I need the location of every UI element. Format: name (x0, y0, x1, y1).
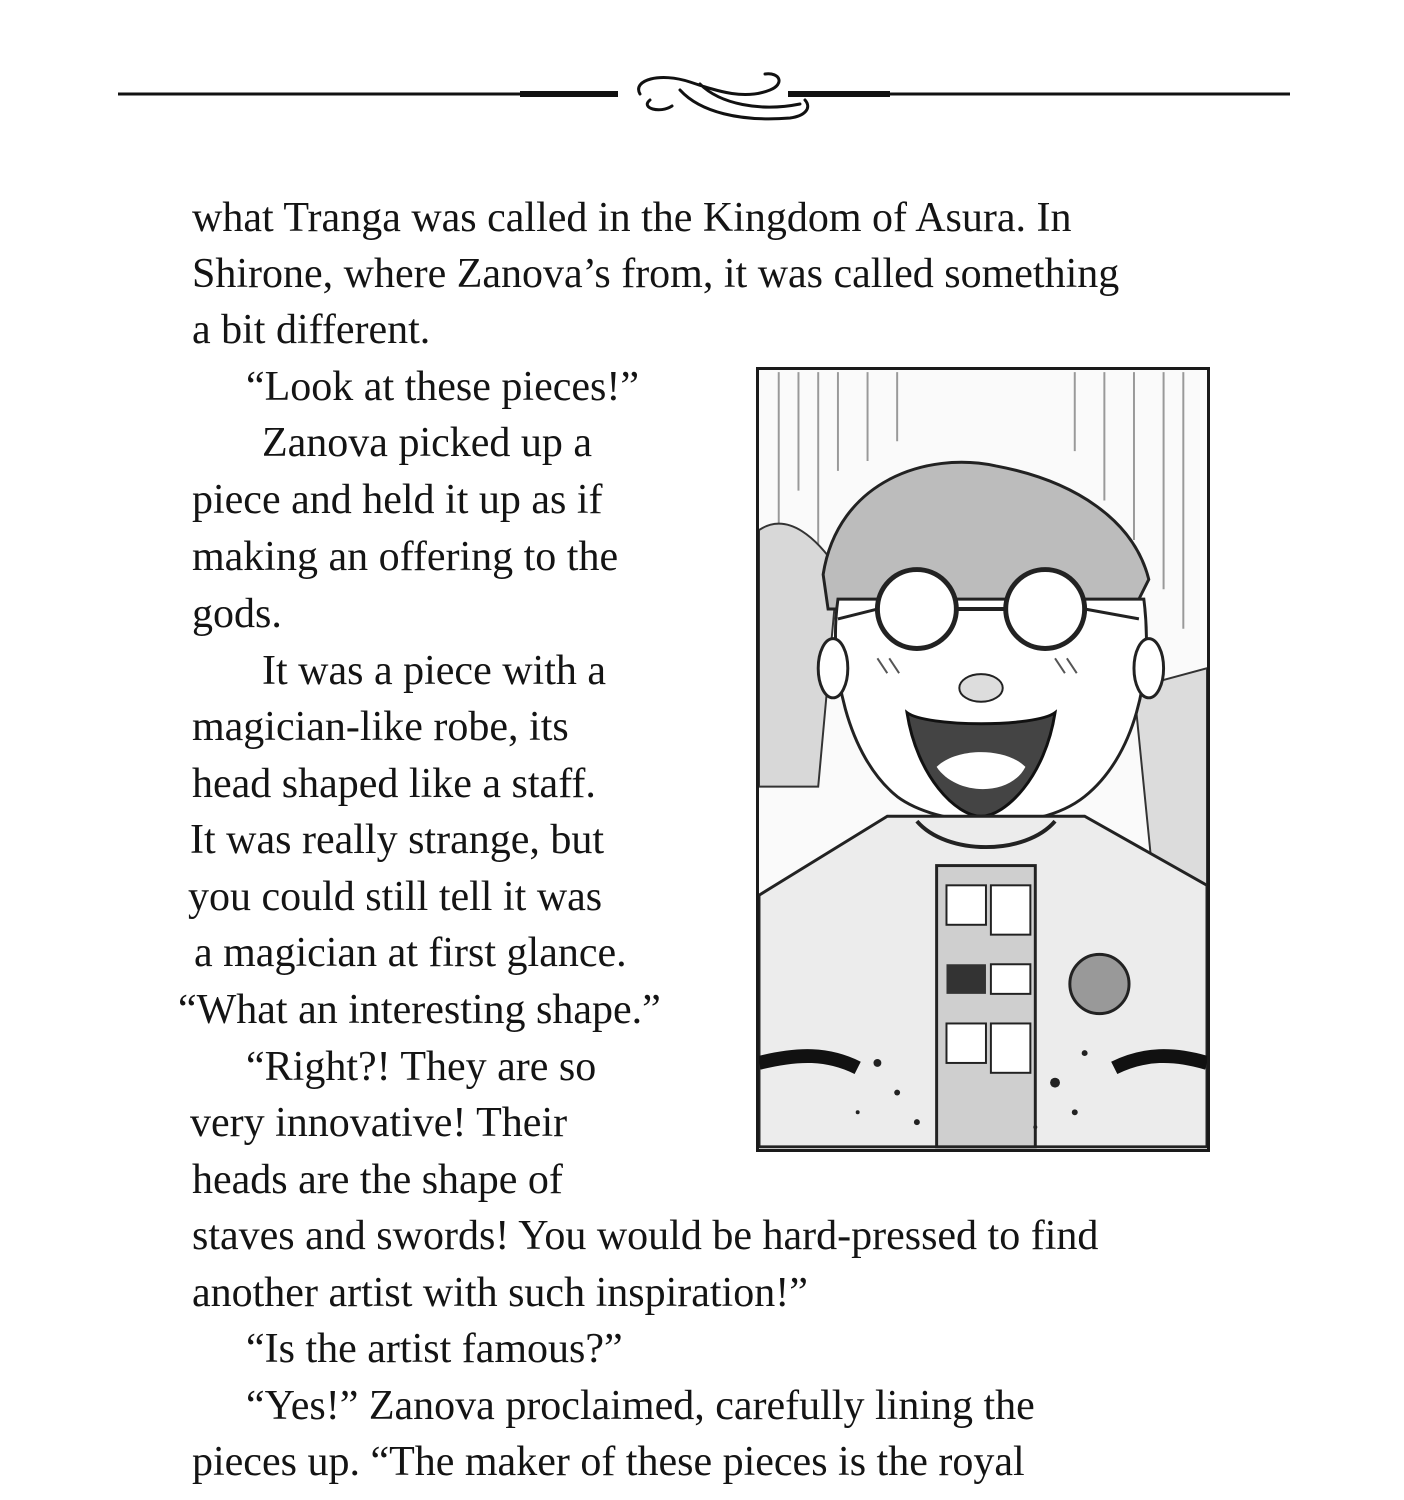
illustration-panel (756, 367, 1210, 1152)
text-line: staves and swords! You would be hard-pressed to find (192, 1213, 1099, 1259)
text-line: “Right?! They are so (246, 1044, 597, 1090)
text-line: “Yes!” Zanova proclaimed, carefully lining the (246, 1383, 1035, 1429)
text-line: gods. (192, 591, 282, 637)
text-line: heads are the shape of (192, 1157, 563, 1203)
text-line: you could still tell it was (188, 874, 603, 920)
text-line: another artist with such inspiration!” (192, 1270, 808, 1316)
text-line: pieces up. “The maker of these pieces is the royal (192, 1439, 1025, 1485)
header-ornament (0, 60, 1404, 140)
text-line: magician-like robe, its (192, 704, 569, 750)
text-line: “What an interesting shape.” (178, 987, 661, 1033)
character-illustration (759, 370, 1207, 1149)
text-line: It was a piece with a (262, 648, 607, 694)
text-line: a magician at first glance. (194, 930, 627, 976)
text-line: making an offering to the (192, 534, 619, 580)
text-line: very innovative! Their (190, 1100, 568, 1146)
text-line: “Is the artist famous?” (246, 1326, 623, 1372)
text-line: what Tranga was called in the Kingdom of Asura. In (192, 195, 1072, 241)
text-line: piece and held it up as if (192, 477, 603, 523)
text-line: a bit different. (192, 307, 431, 353)
text-line: Zanova picked up a (262, 420, 593, 466)
text-line: Shirone, where Zanova’s from, it was called something (192, 251, 1120, 297)
text-line: “Look at these pieces!” (246, 364, 639, 410)
text-line: head shaped like a staff. (192, 761, 596, 807)
text-line: It was really strange, but (190, 817, 605, 863)
